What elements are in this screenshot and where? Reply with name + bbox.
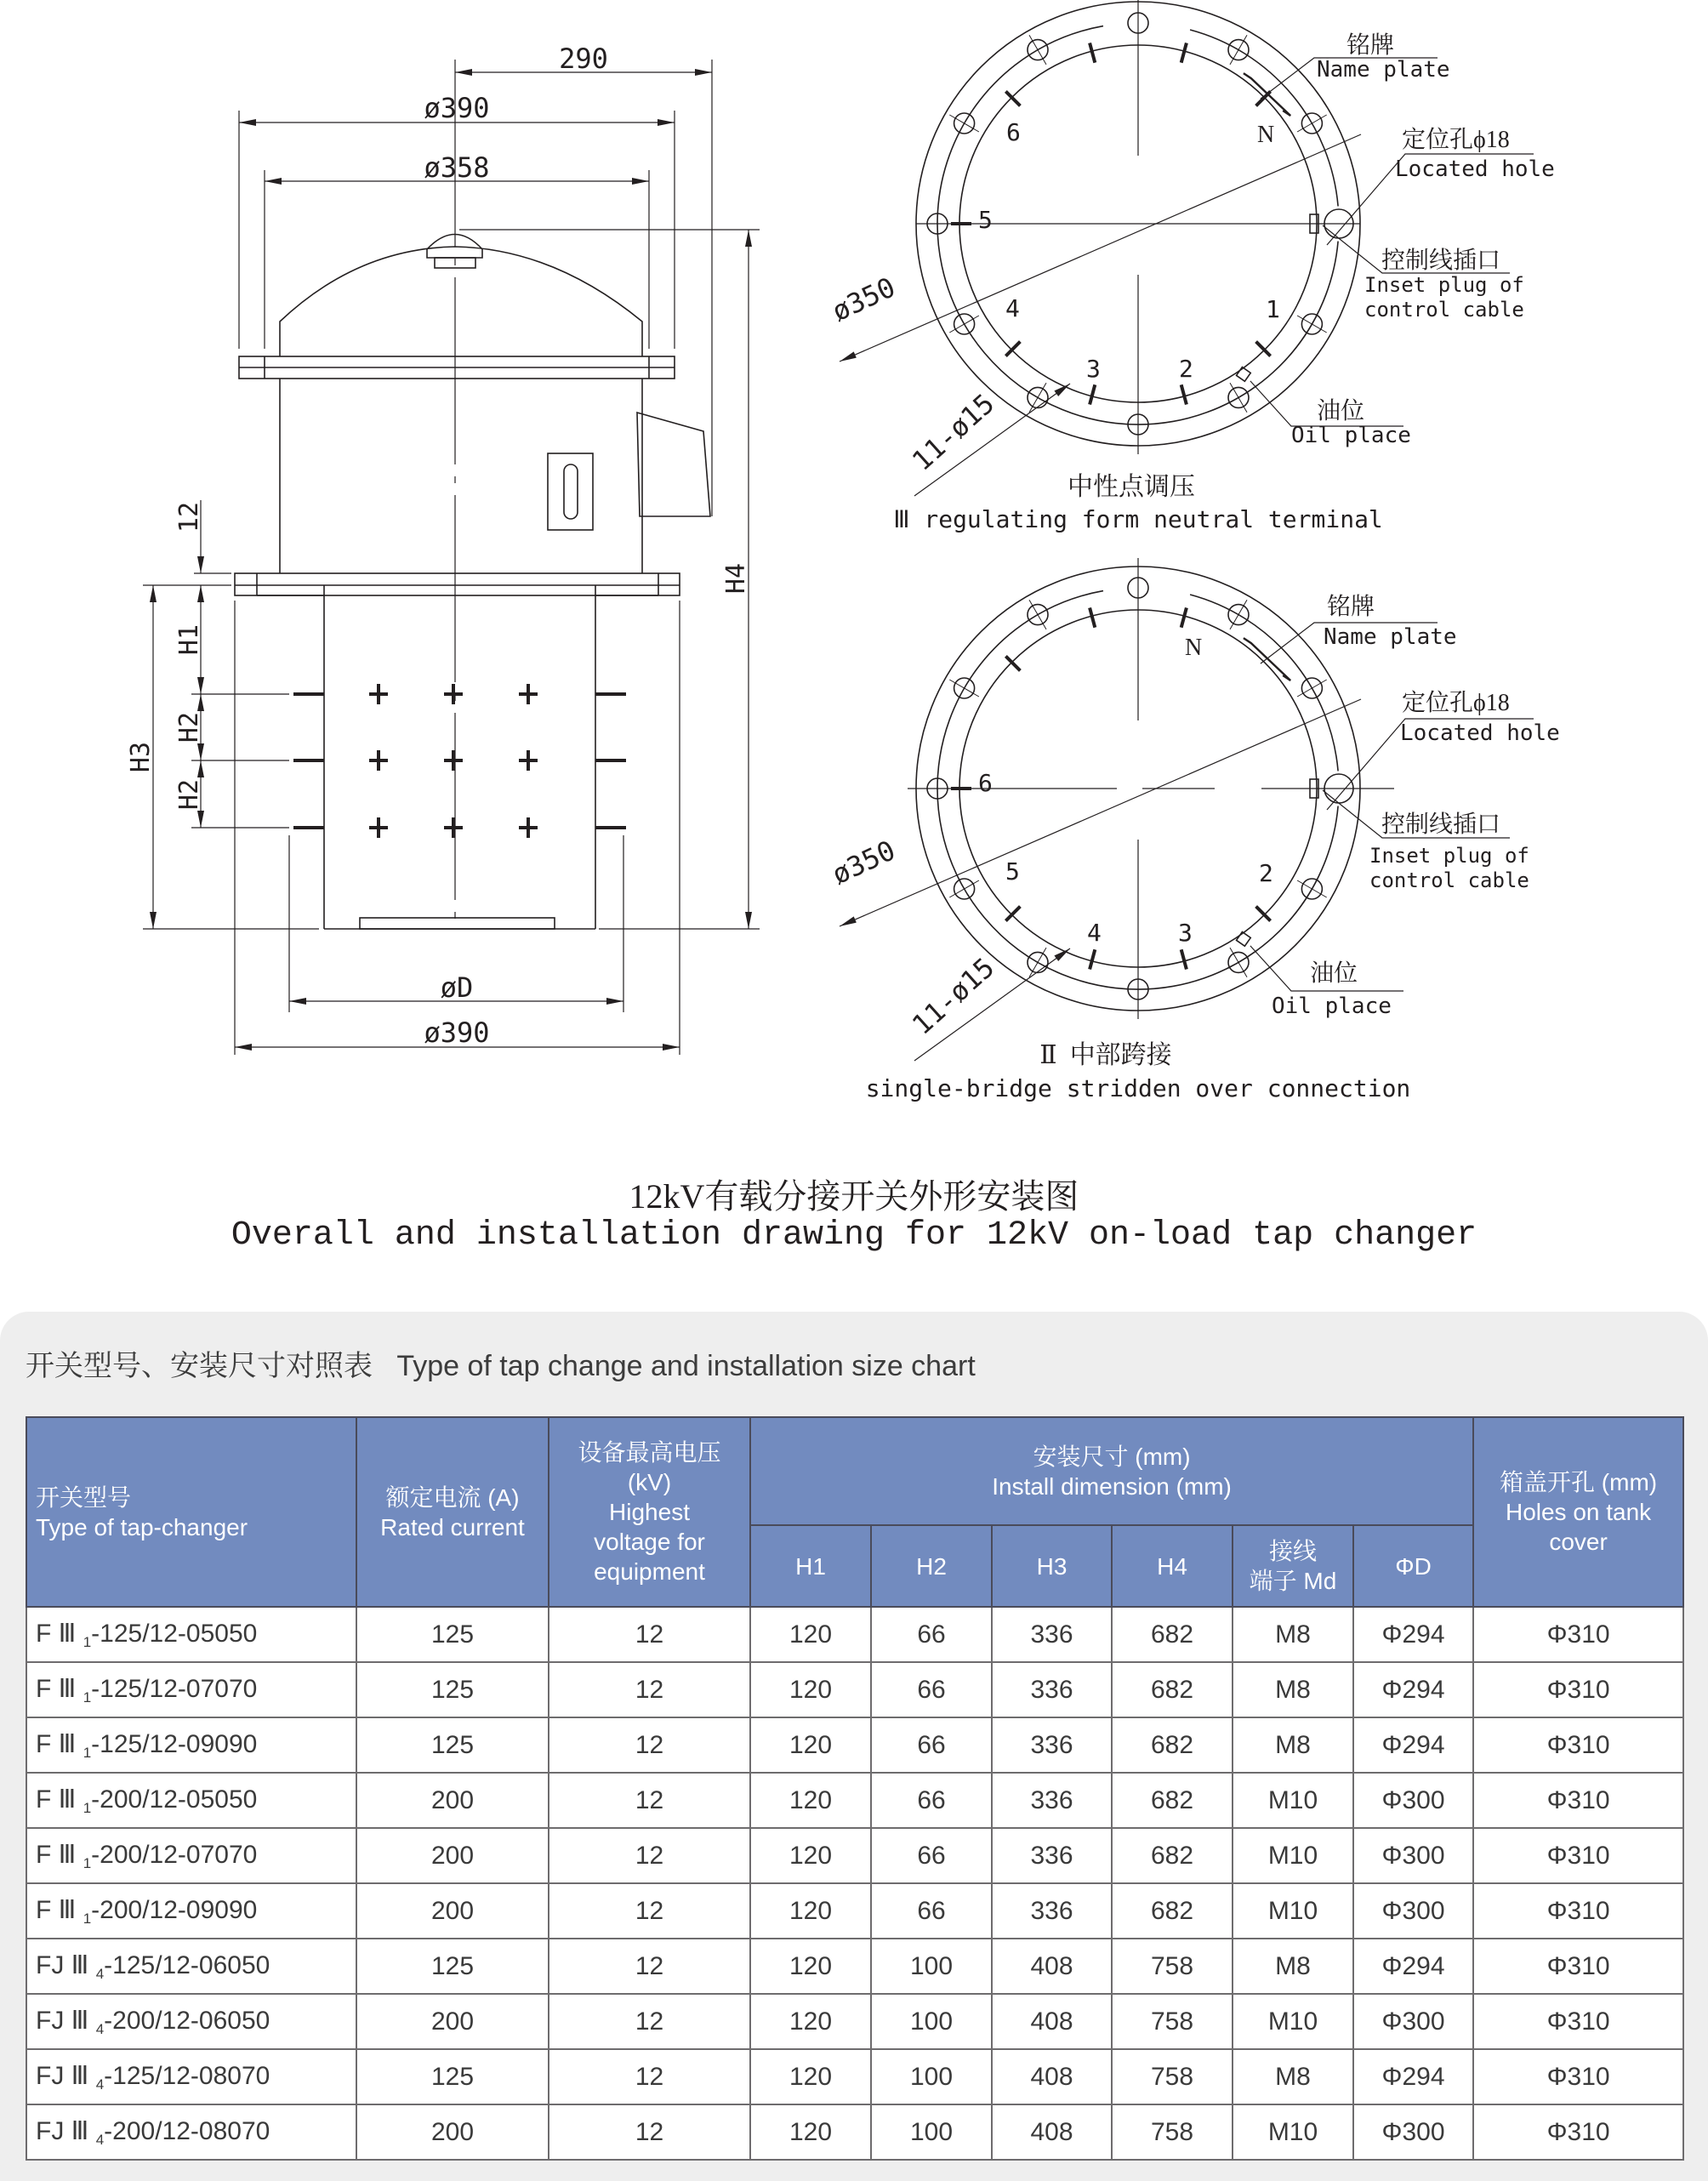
dial-bridge-labels — [827, 593, 1560, 1102]
header-h2: H2 — [871, 1525, 992, 1607]
table-row — [26, 1662, 1683, 1717]
size-chart-body — [26, 1607, 1683, 2160]
dial-number: 3 — [1086, 355, 1101, 383]
name-plate-en: Name plate — [1324, 624, 1457, 650]
header-terminal-md — [1233, 1525, 1353, 1607]
cell-voltage: 12 — [549, 1939, 750, 1994]
cell-phid: Φ300 — [1353, 1883, 1473, 1939]
model-subscript: 4 — [95, 2076, 105, 2093]
table-row — [26, 1828, 1683, 1883]
cell-model — [26, 1717, 356, 1773]
header-md-cn-1: 接线 — [1268, 1538, 1317, 1564]
cell-phid: Φ294 — [1353, 1662, 1473, 1717]
cell-h1: 120 — [750, 1883, 871, 1939]
cell-holes: Φ310 — [1473, 1607, 1683, 1662]
cell-voltage: 12 — [549, 1717, 750, 1773]
model-suffix: -200/12-06050 — [104, 2006, 270, 2035]
model-prefix: FJ Ⅲ — [36, 2116, 96, 2145]
terminal-plus — [519, 750, 538, 771]
dome-cover — [280, 247, 642, 356]
cell-h4: 758 — [1112, 2104, 1233, 2160]
header-tank-cover-holes — [1473, 1417, 1683, 1607]
cell-holes: Φ310 — [1473, 1939, 1683, 1994]
cell-h2: 66 — [871, 1607, 992, 1662]
dial-number: 1 — [1266, 295, 1280, 323]
header-voltage-cn: 设备最高电压 — [578, 1439, 721, 1466]
located-hole-en: Located hole — [1395, 157, 1555, 182]
cell-h2: 66 — [871, 1662, 992, 1717]
cell-current: 200 — [356, 1773, 549, 1828]
cell-h3: 336 — [992, 1607, 1112, 1662]
model-suffix: -200/12-05050 — [91, 1785, 258, 1814]
cell-model — [26, 1939, 356, 1994]
model-suffix: -200/12-09090 — [91, 1895, 258, 1924]
tap-tick — [1090, 43, 1095, 63]
terminal-plus — [519, 817, 538, 838]
cell-current: 125 — [356, 1607, 549, 1662]
table-row — [26, 2049, 1683, 2104]
cell-h3: 408 — [992, 1994, 1112, 2049]
holes-label: 11-ø15 — [905, 951, 1001, 1041]
dial-number: 6 — [1006, 118, 1021, 146]
cell-h4: 758 — [1112, 1994, 1233, 2049]
cell-h3: 336 — [992, 1662, 1112, 1717]
cell-h4: 758 — [1112, 1939, 1233, 1994]
header-phi-d: ΦD — [1353, 1525, 1473, 1607]
dia-350-label: ø350 — [827, 834, 901, 891]
cell-h2: 100 — [871, 2104, 992, 2160]
located-hole-cn: 定位孔ϕ18 — [1402, 690, 1510, 716]
cell-h3: 408 — [992, 2104, 1112, 2160]
header-model-cn: 开关型号 — [36, 1483, 132, 1511]
cell-model — [26, 1607, 356, 1662]
cell-current: 125 — [356, 2049, 549, 2104]
located-hole-en: Located hole — [1400, 720, 1560, 746]
tap-tick — [1256, 907, 1271, 921]
table-row — [26, 1939, 1683, 1994]
dia-350-label: ø350 — [827, 270, 901, 328]
model-subscript: 1 — [83, 1799, 92, 1816]
cell-phid: Φ294 — [1353, 1939, 1473, 1994]
cell-voltage: 12 — [549, 2104, 750, 2160]
size-chart-table — [26, 1416, 1684, 2161]
header-install-cn: 安装尺寸 (mm) — [1033, 1443, 1191, 1470]
cell-current: 200 — [356, 2104, 549, 2160]
cell-md: M8 — [1233, 1607, 1353, 1662]
model-prefix: F Ⅲ — [36, 1785, 83, 1814]
cell-h4: 682 — [1112, 1717, 1233, 1773]
tap-tick — [1181, 949, 1187, 969]
model-suffix: -125/12-06050 — [104, 1950, 270, 1979]
header-install-dimension — [750, 1417, 1473, 1525]
cell-h3: 408 — [992, 1939, 1112, 1994]
bottom-plate — [360, 918, 555, 929]
dim-bottom-flange-dia: ø390 — [424, 1016, 490, 1049]
header-holes-cn: 箱盖开孔 (mm) — [1500, 1469, 1658, 1495]
name-plate-cn: 铭牌 — [1327, 594, 1375, 620]
dial-bridge-caption-cn: Ⅱ 中部跨接 — [1039, 1041, 1172, 1069]
cell-md: M10 — [1233, 1828, 1353, 1883]
model-suffix: -125/12-09090 — [91, 1729, 258, 1758]
table-row — [26, 1773, 1683, 1828]
dial-number: 3 — [1178, 919, 1193, 947]
oil-place-marker — [1237, 932, 1251, 947]
name-plate-marker — [1244, 73, 1290, 116]
cell-md: M8 — [1233, 1717, 1353, 1773]
cell-holes: Φ310 — [1473, 1883, 1683, 1939]
cell-h1: 120 — [750, 1939, 871, 1994]
model-prefix: FJ Ⅲ — [36, 2006, 96, 2035]
model-subscript: 1 — [83, 1910, 92, 1927]
dim-290: 290 — [559, 43, 608, 75]
table-row — [26, 1994, 1683, 2049]
model-subscript: 4 — [95, 2020, 105, 2037]
tap-tick — [1005, 907, 1020, 921]
table-row — [26, 1717, 1683, 1773]
cell-phid: Φ294 — [1353, 1717, 1473, 1773]
cell-h1: 120 — [750, 1717, 871, 1773]
header-h3: H3 — [992, 1525, 1112, 1607]
terminal-plus — [369, 817, 388, 838]
terminal-grid — [293, 684, 626, 838]
cell-holes: Φ310 — [1473, 1994, 1683, 2049]
inset-plug-en-1: Inset plug of — [1369, 844, 1529, 868]
cell-h2: 66 — [871, 1828, 992, 1883]
tap-tick — [1090, 384, 1095, 404]
header-model — [26, 1417, 356, 1607]
dial-number: 4 — [1087, 919, 1102, 947]
drawing-title-cn: 12kV有载分接开关外形安装图 — [629, 1177, 1079, 1216]
holes-label: 11-ø15 — [905, 387, 1001, 477]
cell-voltage: 12 — [549, 1607, 750, 1662]
model-subscript: 1 — [83, 1854, 92, 1871]
cell-voltage: 12 — [549, 1828, 750, 1883]
dim-h2-lower: H2 — [174, 778, 204, 811]
tap-tick — [1181, 384, 1187, 404]
model-prefix: FJ Ⅲ — [36, 2061, 96, 2090]
table-row — [26, 1883, 1683, 1939]
cell-current: 200 — [356, 1994, 549, 2049]
header-model-en: Type of tap-changer — [36, 1513, 248, 1540]
header-voltage-en-3: equipment — [594, 1558, 705, 1585]
cell-h1: 120 — [750, 1994, 871, 2049]
tap-tick — [1005, 656, 1020, 670]
cell-phid: Φ294 — [1353, 2049, 1473, 2104]
cell-h2: 66 — [871, 1883, 992, 1939]
cell-h1: 120 — [750, 2049, 871, 2104]
header-current-cn: 额定电流 (A) — [385, 1483, 520, 1511]
terminal-plus — [444, 750, 463, 771]
cell-md: M8 — [1233, 1939, 1353, 1994]
cell-current: 125 — [356, 1717, 549, 1773]
terminal-plus — [444, 817, 463, 838]
dial-number: 2 — [1179, 355, 1193, 383]
cell-phid: Φ300 — [1353, 2104, 1473, 2160]
side-view — [143, 60, 760, 1055]
oil-place-cn: 油位 — [1317, 398, 1365, 424]
cell-h1: 120 — [750, 1607, 871, 1662]
cell-h1: 120 — [750, 1662, 871, 1717]
cell-current: 200 — [356, 1883, 549, 1939]
dim-dome-dia: ø358 — [424, 151, 490, 184]
name-plate-cn: 铭牌 — [1346, 32, 1395, 59]
cell-current: 200 — [356, 1828, 549, 1883]
tap-tick — [1256, 342, 1271, 356]
tap-tick — [1090, 949, 1095, 969]
header-holes-en-2: cover — [1549, 1529, 1608, 1555]
cell-h3: 336 — [992, 1883, 1112, 1939]
inset-plug-cn: 控制线插口 — [1381, 248, 1501, 274]
cell-holes: Φ310 — [1473, 2049, 1683, 2104]
terminal-plus — [519, 684, 538, 704]
bottom-flange — [235, 573, 680, 595]
cell-phid: Φ300 — [1353, 1828, 1473, 1883]
oil-place-marker — [1237, 367, 1251, 382]
header-voltage-en-2: voltage for — [594, 1529, 705, 1555]
dial-neutral-caption-cn: 中性点调压 — [1068, 473, 1195, 501]
cell-voltage: 12 — [549, 1662, 750, 1717]
cell-h4: 758 — [1112, 2049, 1233, 2104]
cell-current: 125 — [356, 1662, 549, 1717]
header-rated-current — [356, 1417, 549, 1607]
cell-voltage: 12 — [549, 1994, 750, 2049]
header-voltage-unit: (kV) — [627, 1469, 672, 1495]
oil-place-en: Oil place — [1272, 994, 1392, 1019]
cell-holes: Φ310 — [1473, 2104, 1683, 2160]
cell-h4: 682 — [1112, 1773, 1233, 1828]
drawing-title-en: Overall and installation drawing for 12kV on-load tap changer — [231, 1216, 1477, 1255]
model-subscript: 1 — [83, 1744, 92, 1761]
model-suffix: -200/12-08070 — [104, 2116, 270, 2145]
cell-model — [26, 2049, 356, 2104]
cell-h3: 408 — [992, 2049, 1112, 2104]
cell-phid: Φ300 — [1353, 1773, 1473, 1828]
dim-h1: H1 — [174, 624, 204, 656]
cell-h4: 682 — [1112, 1828, 1233, 1883]
model-suffix: -125/12-07070 — [91, 1674, 258, 1703]
cell-md: M8 — [1233, 2049, 1353, 2104]
header-h4: H4 — [1112, 1525, 1233, 1607]
cell-h2: 66 — [871, 1773, 992, 1828]
model-subscript: 1 — [83, 1633, 92, 1650]
cell-md: M10 — [1233, 2104, 1353, 2160]
header-install-en: Install dimension (mm) — [992, 1472, 1232, 1500]
size-chart-heading: 开关型号、安装尺寸对照表 Type of tap change and installation size chart — [26, 1350, 976, 1382]
cell-h4: 682 — [1112, 1662, 1233, 1717]
header-voltage-en-1: Highest — [609, 1499, 690, 1525]
dim-flange-gap: 12 — [174, 501, 204, 533]
model-suffix: -125/12-05050 — [91, 1619, 258, 1648]
cell-h3: 336 — [992, 1773, 1112, 1828]
tap-tick — [1181, 608, 1187, 628]
cell-h4: 682 — [1112, 1883, 1233, 1939]
cell-h3: 336 — [992, 1828, 1112, 1883]
header-holes-en-1: Holes on tank — [1505, 1499, 1652, 1525]
model-suffix: -200/12-07070 — [91, 1840, 258, 1869]
model-subscript: 4 — [95, 1965, 105, 1982]
dim-h4: H4 — [721, 562, 751, 595]
control-cable-box — [637, 413, 710, 516]
side-view-dimension-labels — [126, 43, 751, 1049]
cell-holes: Φ310 — [1473, 1717, 1683, 1773]
cell-model — [26, 1773, 356, 1828]
cell-model — [26, 1883, 356, 1939]
cell-model — [26, 1994, 356, 2049]
name-plate-marker — [1244, 638, 1290, 680]
terminal-plus — [369, 750, 388, 771]
model-prefix: FJ Ⅲ — [36, 1950, 96, 1979]
cell-md: M10 — [1233, 1994, 1353, 2049]
top-flange — [239, 356, 675, 379]
inset-plug-en-2: control cable — [1369, 868, 1529, 892]
dial-number: 5 — [1005, 857, 1020, 885]
dim-h2-upper: H2 — [174, 711, 204, 743]
dial-number: 2 — [1259, 859, 1273, 887]
header-highest-voltage — [549, 1417, 750, 1607]
cell-holes: Φ310 — [1473, 1662, 1683, 1717]
dial-bridge-caption-en: single-bridge stridden over connection — [865, 1074, 1411, 1102]
header-md-cn-2: 端子 Md — [1249, 1568, 1337, 1594]
tap-tick — [1090, 608, 1095, 628]
inset-plug-en-2: control cable — [1364, 298, 1524, 322]
cell-phid: Φ300 — [1353, 1994, 1473, 2049]
oil-place-cn: 油位 — [1310, 960, 1358, 987]
cell-holes: Φ310 — [1473, 1828, 1683, 1883]
cell-current: 125 — [356, 1939, 549, 1994]
inset-plug-en-1: Inset plug of — [1364, 273, 1524, 297]
tap-tick — [1005, 91, 1020, 105]
cell-h2: 100 — [871, 2049, 992, 2104]
cell-md: M10 — [1233, 1773, 1353, 1828]
cell-h1: 120 — [750, 1773, 871, 1828]
terminal-plus — [444, 684, 463, 704]
cell-holes: Φ310 — [1473, 1773, 1683, 1828]
located-hole-cn: 定位孔ϕ18 — [1402, 127, 1510, 153]
header-current-en: Rated current — [380, 1513, 525, 1540]
terminal-plus — [369, 684, 388, 704]
dim-terminal-dia: øD — [440, 971, 474, 1004]
tap-tick — [1005, 342, 1020, 356]
cell-model — [26, 1828, 356, 1883]
model-subscript: 1 — [83, 1688, 92, 1706]
dial-number: 5 — [978, 206, 993, 234]
dial-neutral-labels — [827, 31, 1555, 533]
header-h1: H1 — [750, 1525, 871, 1607]
name-plate-en: Name plate — [1317, 57, 1450, 83]
cell-voltage: 12 — [549, 1773, 750, 1828]
model-prefix: F Ⅲ — [36, 1674, 83, 1703]
cell-h1: 120 — [750, 1828, 871, 1883]
inset-plug-cn: 控制线插口 — [1381, 811, 1501, 838]
cell-h2: 100 — [871, 1994, 992, 2049]
cell-voltage: 12 — [549, 1883, 750, 1939]
cell-phid: Φ294 — [1353, 1607, 1473, 1662]
cell-h2: 66 — [871, 1717, 992, 1773]
model-prefix: F Ⅲ — [36, 1619, 83, 1648]
cell-h3: 336 — [992, 1717, 1112, 1773]
model-prefix: F Ⅲ — [36, 1895, 83, 1924]
cell-h2: 100 — [871, 1939, 992, 1994]
dial-number: 4 — [1005, 294, 1020, 322]
dial-number-n: N — [1185, 635, 1203, 661]
dial-number-n: N — [1257, 122, 1275, 148]
dial-number: 6 — [978, 769, 993, 797]
cell-h1: 120 — [750, 2104, 871, 2160]
model-prefix: F Ⅲ — [36, 1729, 83, 1758]
table-row — [26, 1607, 1683, 1662]
cell-model — [26, 2104, 356, 2160]
model-suffix: -125/12-08070 — [104, 2061, 270, 2090]
cell-voltage: 12 — [549, 2049, 750, 2104]
cell-md: M10 — [1233, 1883, 1353, 1939]
oil-place-en: Oil place — [1291, 423, 1411, 448]
dial-neutral-caption-en: Ⅲ regulating form neutral terminal — [893, 505, 1383, 533]
table-row — [26, 2104, 1683, 2160]
cell-h4: 682 — [1112, 1607, 1233, 1662]
model-prefix: F Ⅲ — [36, 1840, 83, 1869]
dim-h3: H3 — [126, 741, 156, 773]
cell-model — [26, 1662, 356, 1717]
dim-top-flange-dia: ø390 — [424, 92, 490, 124]
model-subscript: 4 — [95, 2131, 105, 2148]
cell-md: M8 — [1233, 1662, 1353, 1717]
tap-tick — [1181, 43, 1187, 63]
